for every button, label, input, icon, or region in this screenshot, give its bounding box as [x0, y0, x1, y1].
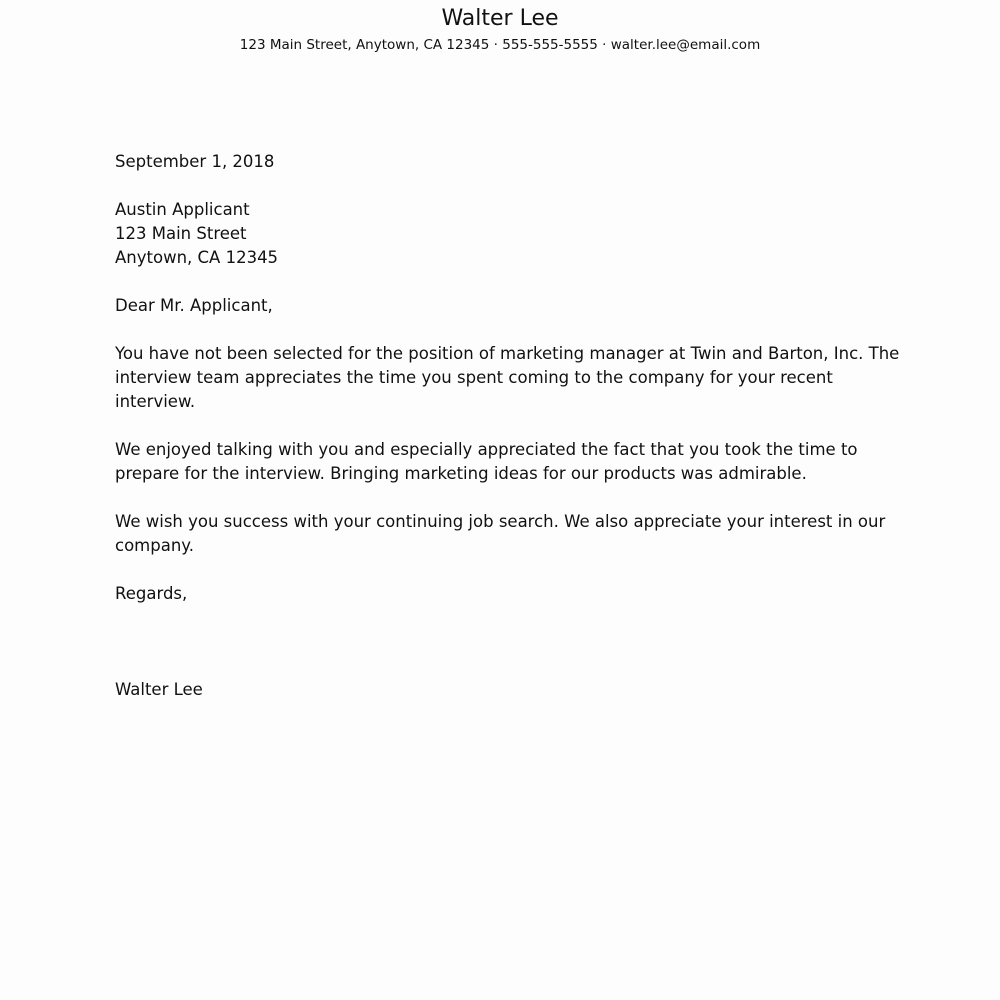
paragraph-line: company.: [115, 536, 194, 555]
salutation: Dear Mr. Applicant,: [115, 296, 273, 315]
letterhead: [0, 6, 1000, 54]
recipient-city: Anytown, CA 12345: [115, 248, 279, 267]
letter-body: [115, 150, 900, 726]
paragraph-2: [115, 438, 895, 486]
letter-date: September 1, 2018: [115, 152, 275, 171]
recipient-name: Austin Applicant: [115, 200, 250, 219]
paragraph-1: [115, 342, 900, 414]
sender-contact-line: 123 Main Street, Anytown, CA 12345 · 555-555-5555 · walter.lee@email.com: [239, 37, 761, 53]
signature-name: Walter Lee: [115, 680, 203, 699]
paragraph-line: You have not been selected for the position of marketing manager at Twin and Barton, Inc. The: [115, 344, 900, 363]
paragraph-3: [115, 510, 895, 558]
sender-name: Walter Lee: [441, 6, 559, 31]
paragraph-line: We wish you success with your continuing job search. We also appreciate your interest in our: [115, 512, 886, 531]
recipient-address: [115, 198, 895, 270]
paragraph-line: interview team appreciates the time you spent coming to the company for your recent: [115, 368, 833, 387]
paragraph-line: interview.: [115, 392, 196, 411]
paragraph-line: We enjoyed talking with you and especially appreciated the fact that you took the time to: [115, 440, 858, 459]
closing: Regards,: [115, 584, 188, 603]
paragraph-line: prepare for the interview. Bringing marketing ideas for our products was admirable.: [115, 464, 807, 483]
recipient-street: 123 Main Street: [115, 224, 247, 243]
